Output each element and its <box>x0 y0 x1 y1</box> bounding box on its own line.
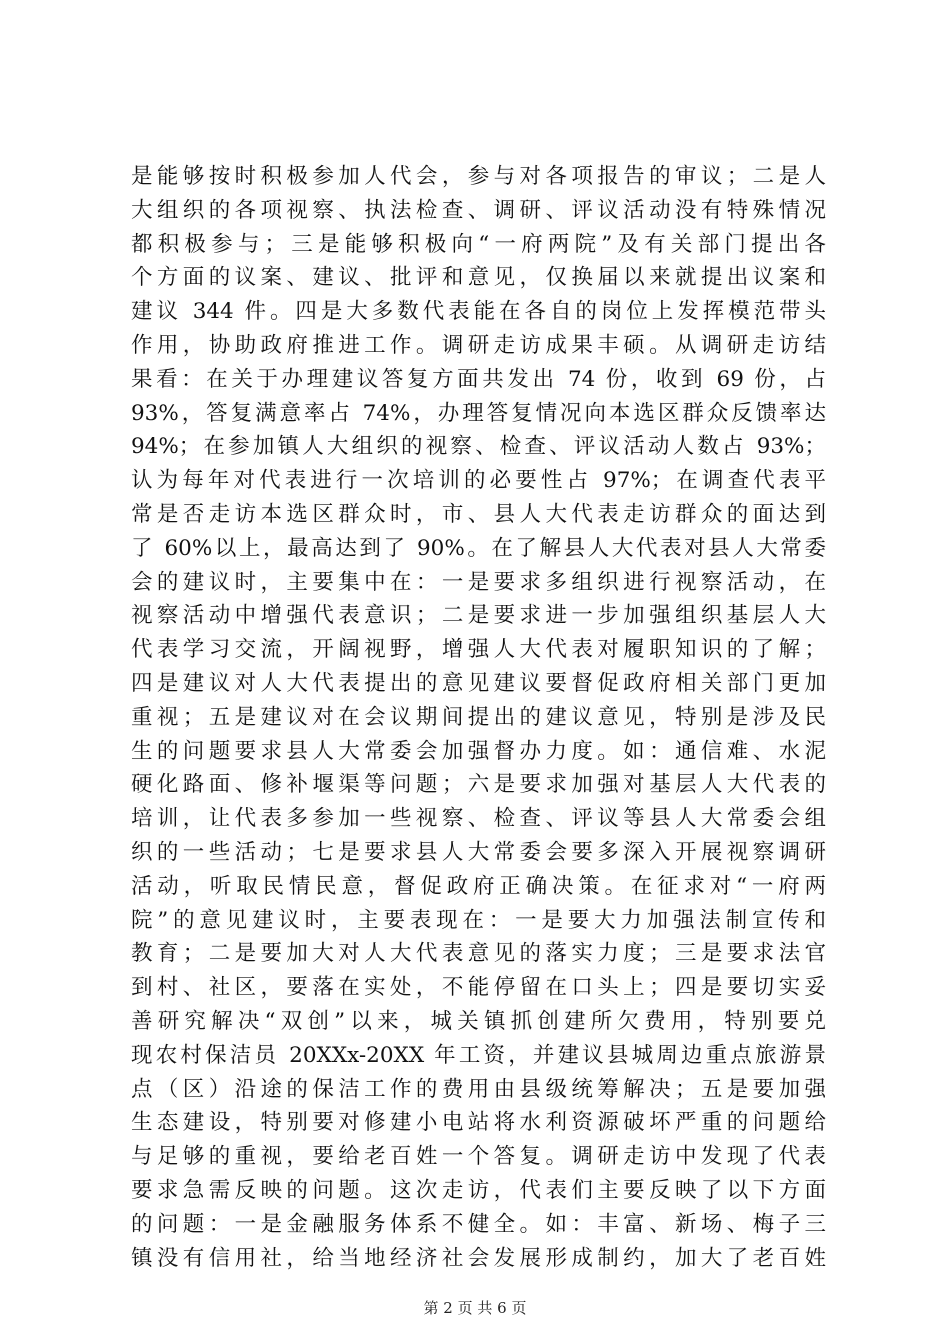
body-line: 要求急需反映的问题。这次走访，代表们主要反映了以下方面 <box>131 1177 826 1203</box>
body-line: 活动，听取民情民意，督促政府正确决策。在征求对“一府两 <box>131 873 826 899</box>
body-line: 认为每年对代表进行一次培训的必要性占 97%；在调查代表平 <box>131 468 826 494</box>
body-line: 93%，答复满意率占 74%，办理答复情况向本选区群众反馈率达 <box>131 400 826 426</box>
body-line: 镇没有信用社，给当地经济社会发展形成制约，加大了老百姓 <box>131 1245 826 1271</box>
body-line: 院”的意见建议时，主要表现在：一是要大力加强法制宣传和 <box>131 907 826 933</box>
body-line: 的问题：一是金融服务体系不健全。如：丰富、新场、梅子三 <box>131 1211 826 1237</box>
body-line: 善研究解决“双创”以来，城关镇抓创建所欠费用，特别要兑 <box>131 1008 826 1034</box>
body-line: 生的问题要求县人大常委会加强督办力度。如：通信难、水泥 <box>131 738 826 764</box>
body-line: 教育；二是要加大对人大代表意见的落实力度；三是要求法官 <box>131 941 826 967</box>
page-number-footer: 第 2 页 共 6 页 <box>423 1299 527 1317</box>
body-line: 个方面的议案、建议、批评和意见，仅换届以来就提出议案和 <box>131 265 826 291</box>
body-line: 94%；在参加镇人大组织的视察、检查、评议活动人数占 93%； <box>131 434 826 460</box>
body-line: 培训，让代表多参加一些视察、检查、评议等县人大常委会组 <box>131 806 826 832</box>
body-line: 现农村保洁员 20XXx-20XX 年工资，并建议县城周边重点旅游景 <box>131 1042 826 1068</box>
body-line: 了 60%以上，最高达到了 90%。在了解县人大代表对县人大常委 <box>131 535 826 561</box>
body-line: 果看：在关于办理建议答复方面共发出 74 份，收到 69 份，占 <box>131 366 826 392</box>
body-line: 建议 344 件。四是大多数代表能在各自的岗位上发挥模范带头 <box>131 299 826 325</box>
body-line: 织的一些活动；七是要求县人大常委会要多深入开展视察调研 <box>131 839 826 865</box>
body-line: 生态建设，特别要对修建小电站将水利资源破坏严重的问题给 <box>131 1110 826 1136</box>
body-line: 代表学习交流，开阔视野，增强人大代表对履职知识的了解； <box>131 637 826 663</box>
body-line: 点（区）沿途的保洁工作的费用由县级统筹解决；五是要加强 <box>131 1076 826 1102</box>
body-line: 与足够的重视，要给老百姓一个答复。调研走访中发现了代表 <box>131 1144 826 1170</box>
body-line: 到村、社区，要落在实处，不能停留在口头上；四是要切实妥 <box>131 975 826 1001</box>
body-line: 是能够按时积极参加人代会，参与对各项报告的审议；二是人 <box>131 164 826 189</box>
body-line: 常是否走访本选区群众时，市、县人大代表走访群众的面达到 <box>131 501 826 527</box>
body-line: 重视；五是建议对在会议期间提出的建议意见，特别是涉及民 <box>131 704 826 730</box>
body-line: 硬化路面、修补堰渠等问题；六是要求加强对基层人大代表的 <box>131 772 826 798</box>
body-line: 会的建议时，主要集中在：一是要求多组织进行视察活动，在 <box>131 569 826 595</box>
body-line: 都积极参与；三是能够积极向“一府两院”及有关部门提出各 <box>131 231 826 257</box>
body-line: 视察活动中增强代表意识；二是要求进一步加强组织基层人大 <box>131 603 826 629</box>
body-line: 大组织的各项视察、执法检查、调研、评议活动没有特殊情况 <box>131 197 826 223</box>
body-line: 作用，协助政府推进工作。调研走访成果丰硕。从调研走访结 <box>131 332 826 358</box>
document-body <box>131 160 826 1275</box>
body-line: 四是建议对人大代表提出的意见建议要督促政府相关部门更加 <box>131 670 826 696</box>
